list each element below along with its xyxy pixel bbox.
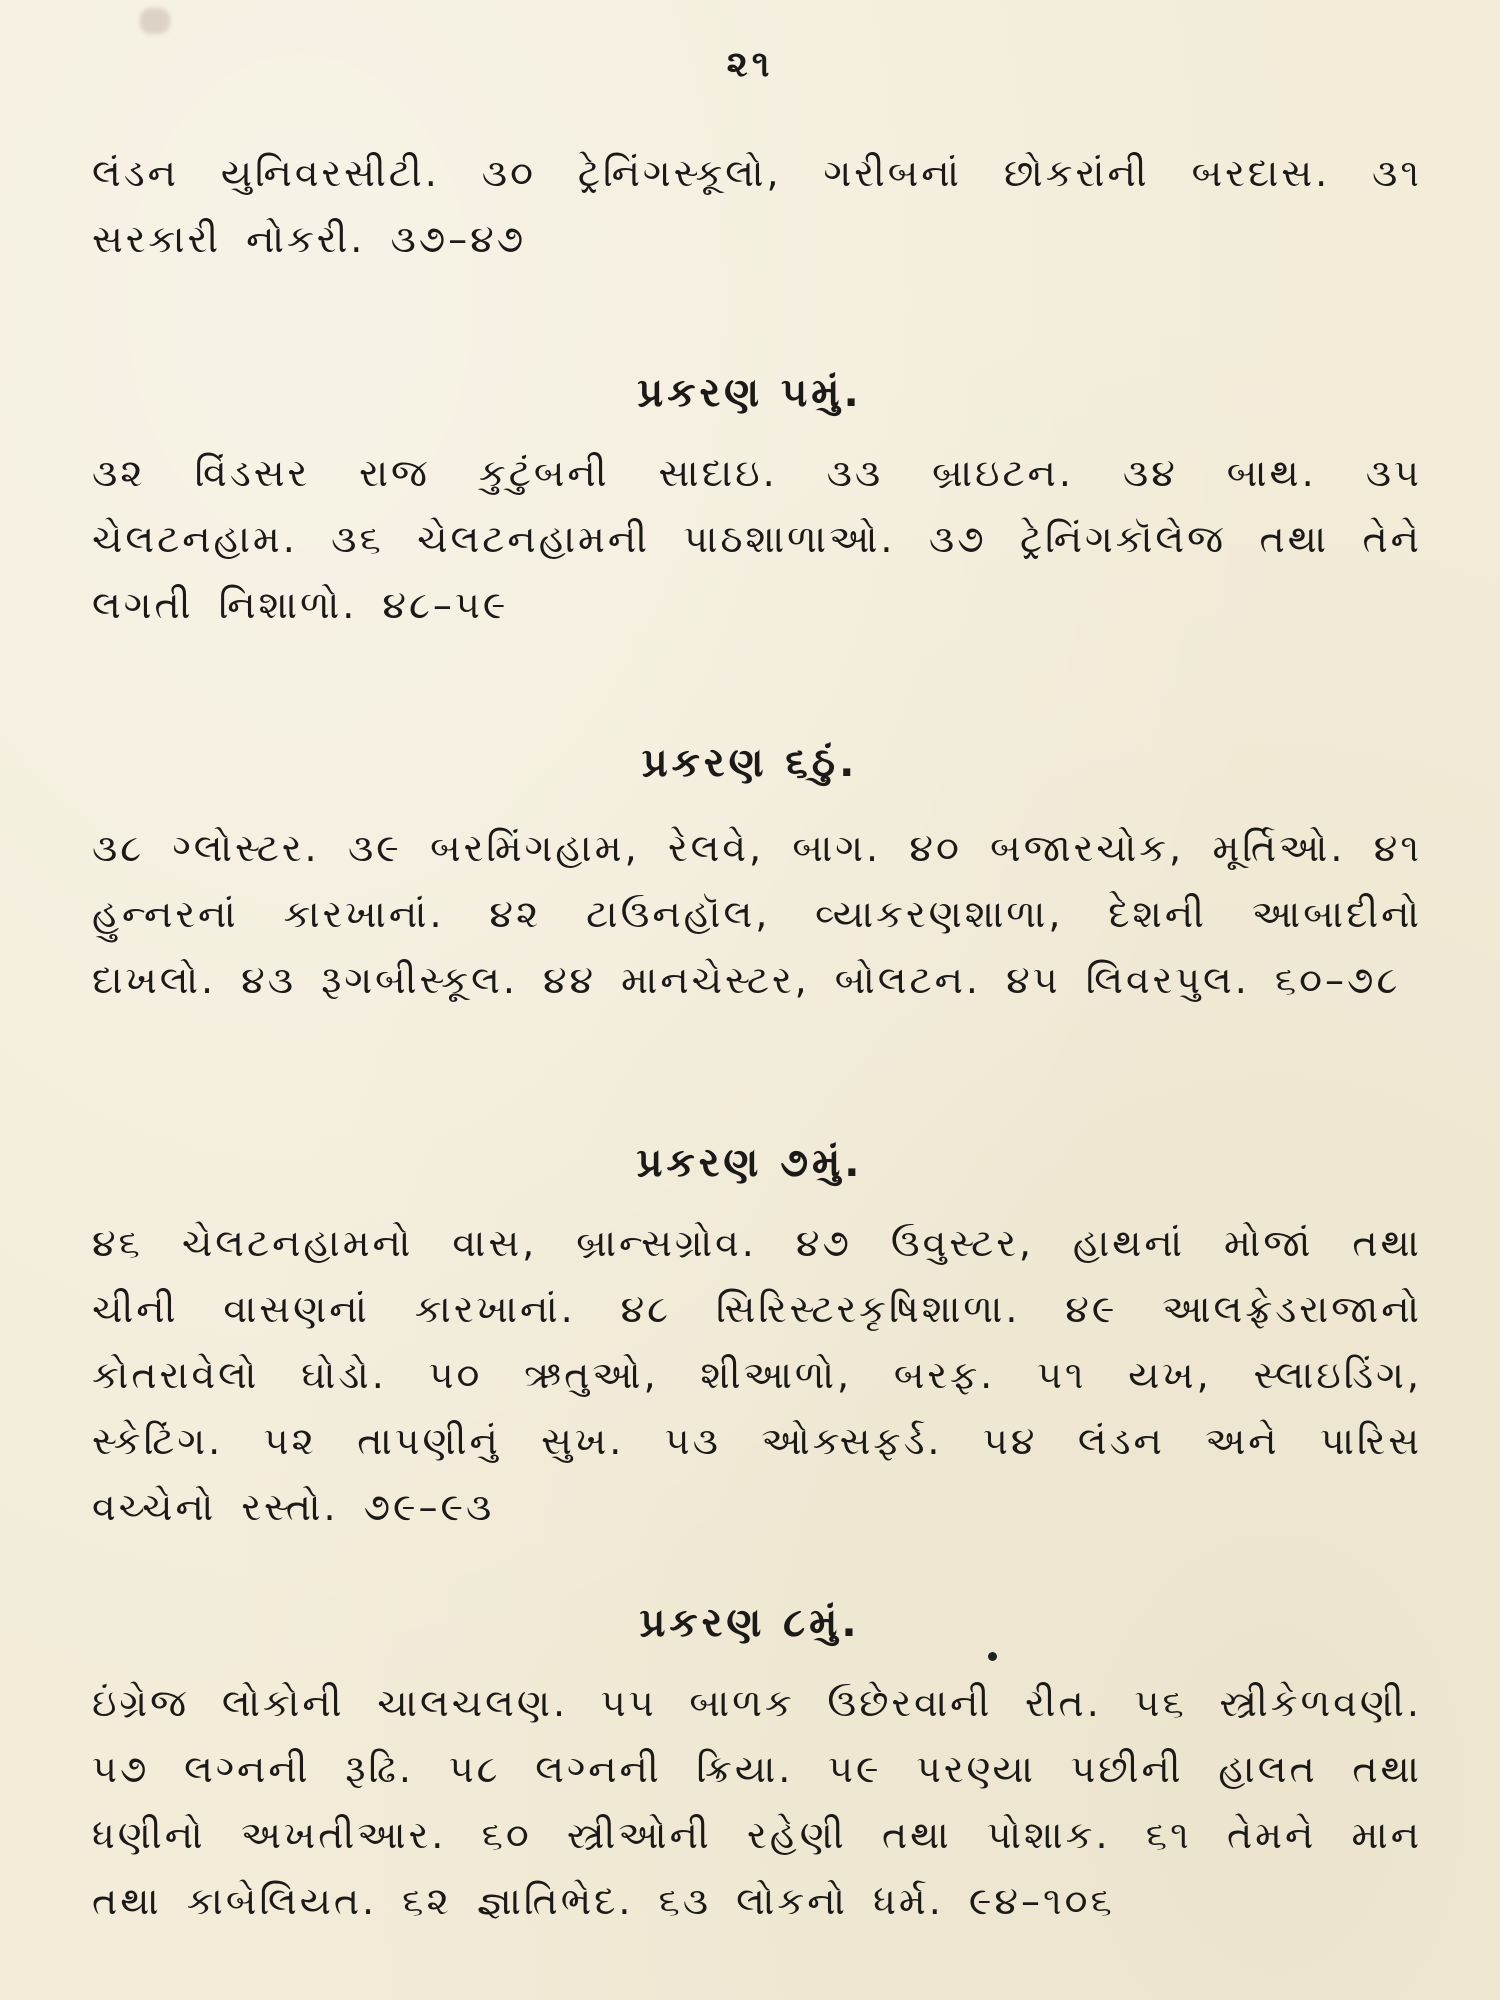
chapter-6-heading: પ્રકરણ ૬ઠું. [641,740,859,786]
chapter-6-text: ૩૮ ગ્લોસ્ટર. ૩૯ બરમિંગહામ, રેલવે, બાગ. ૪૦ બજારચોક, મૂર્તિઓ. ૪૧ હુન્નરનાં કારખાનાં. ૪૨ ટાઉનહૉલ, વ્યાકરણશાળા, દેશની આબાદીનો દાખલો. ૪૩ રૂગબીસ્કૂલ. ૪૪ માનચેસ્ટર, બોલટન. ૪૫ લિવરપુલ. ૬૦–૭૮ [92,826,1422,1002]
chapter-7-heading: પ્રકરણ ૭મું. [636,1140,864,1186]
chapter-8-heading: પ્રકરણ ૮મું. [639,1600,861,1646]
chapter-5-text: ૩૨ વિંડસર રાજ કુટુંબની સાદાઇ. ૩૩ બ્રાઇટન. ૩૪ બાથ. ૩૫ ચેલટનહામ. ૩૬ ચેલટનહામની પાઠશાળાઓ. ૩૭ ટ્રેનિંગકૉલેજ તથા તેને લગતી નિશાળો. ૪૮–૫૯ [92,451,1422,627]
ink-dot [988,1652,997,1661]
chapter-7-text: ૪૬ ચેલટનહામનો વાસ, બ્રાન્સગ્રોવ. ૪૭ ઉવુસ્ટર, હાથનાં મોજાં તથા ચીની વાસણનાં કારખાનાં. ૪૮ સિરિસ્ટરકૃષિશાળા. ૪૯ આલફ્રેડરાજાનો કોતરાવેલો ઘોડો. ૫૦ ઋતુઓ, શીઆળો, બરફ. ૫૧ યખ, સ્લાઇડિંગ, સ્કેટિંગ. ૫૨ તાપણીનું સુખ. ૫૩ ઓક્સફર્ડ. ૫૪ લંડન અને પારિસ વચ્ચેનો રસ્તો. ૭૯–૯૩ [92,1221,1422,1529]
page-number: ૨૧ [726,44,774,85]
intro-paragraph: લંડન યુનિવરસીટી. ૩૦ ટ્રેનિંગસ્કૂલો, ગરીબનાં છોકરાંની બરદાસ. ૩૧ સરકારી નોકરી. ૩૭–૪૭ [92,151,1422,261]
chapter-8-text: ઇંગ્રેજ લોકોની ચાલચલણ. ૫૫ બાળક ઉછેરવાની રીત. ૫૬ સ્ત્રીકેળવણી. ૫૭ લગ્નની રૂઢિ. ૫૮ લગ્નની ક્રિયા. ૫૯ પરણ્યા પછીની હાલત તથા ધણીનો અખતીઆર. ૬૦ સ્ત્રીઓની રહેણી તથા પોશાક. ૬૧ તેમને માન તથા કાબેલિયત. ૬૨ જ્ઞાતિભેદ. ૬૩ લોકનો ધર્મ. ૯૪–૧૦૬ [92,1681,1422,1923]
paper-stain [140,8,170,34]
chapter-5-heading: પ્રકરણ ૫મું. [637,370,863,416]
